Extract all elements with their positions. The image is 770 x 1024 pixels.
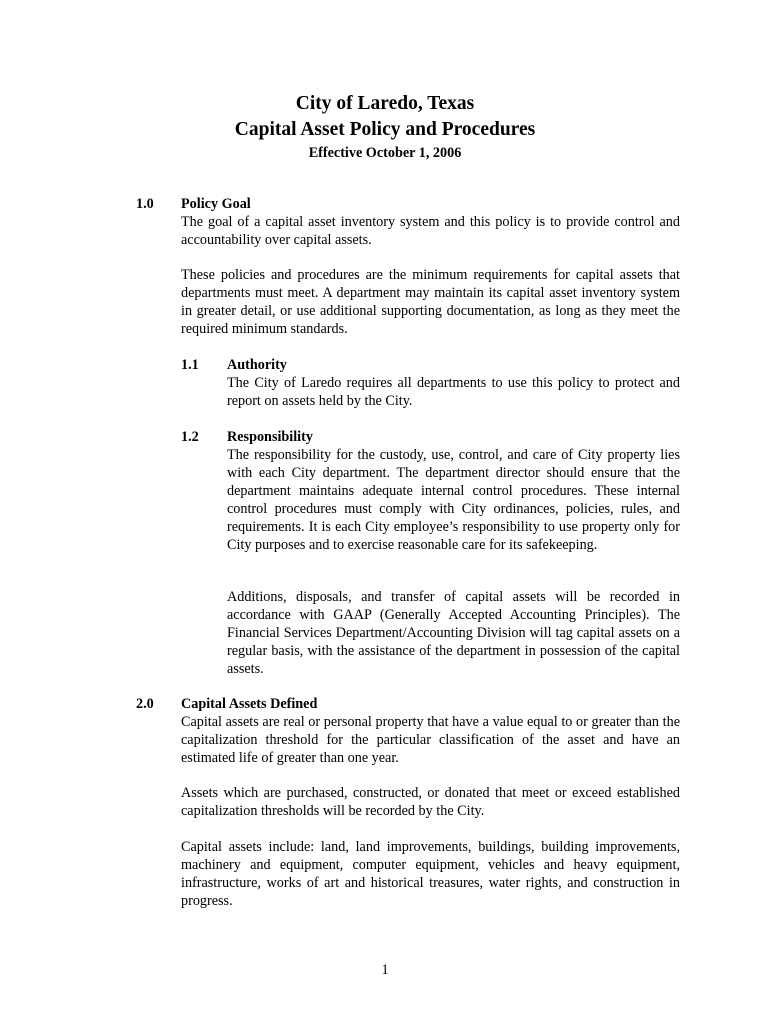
section-number: 1.2 [181, 429, 199, 445]
effective-date: Effective October 1, 2006 [308, 145, 462, 161]
section-heading: Responsibility [227, 429, 313, 445]
section-heading: Policy Goal [181, 196, 251, 212]
paragraph: The City of Laredo requires all departments to use this policy to protect and report on assets held by the City. [227, 375, 680, 409]
section-number: 2.0 [136, 696, 154, 712]
paragraph: The goal of a capital asset inventory system and this policy is to provide control and accountability over capital assets. [181, 214, 680, 248]
document-subtitle: Capital Asset Policy and Procedures [234, 119, 536, 140]
section-capital-assets-defined [181, 695, 680, 767]
paragraph: Capital assets include: land, land improvements, buildings, building improvements, machinery and equipment, computer equipment, vehicles and heavy equipment, infrastructure, works of art and historical treasures, water rights, and construction in progress. [181, 839, 680, 909]
section-authority [227, 356, 680, 410]
page-number: 1 [381, 962, 389, 978]
paragraph: Additions, disposals, and transfer of capital assets will be recorded in accordance with GAAP (Generally Accepted Accounting Principles). The Financial Services Department/Accounting Division will tag capital assets on a regular basis, with the assistance of the department in possession of the capital assets. [227, 589, 680, 677]
paragraph: Capital assets are real or personal property that have a value equal to or greater than the capitalization threshold for the particular classification of the asset and have an estimated life of greater than one year. [181, 714, 680, 766]
section-responsibility [227, 428, 680, 554]
paragraph: Assets which are purchased, constructed, or donated that meet or exceed established capitalization thresholds will be recorded by the City. [181, 785, 680, 819]
document-title: City of Laredo, Texas [295, 93, 475, 114]
section-heading: Capital Assets Defined [181, 696, 318, 712]
paragraph: The responsibility for the custody, use, control, and care of City property lies with each City department. The department director should ensure that the department maintains adequate internal control procedures. These internal control procedures must comply with City ordinances, policies, rules, and requirements. It is each City employee’s responsibility to use property only for City purposes and to exercise reasonable care for its safekeeping. [227, 447, 680, 553]
section-number: 1.1 [181, 357, 199, 373]
section-number: 1.0 [136, 196, 154, 212]
section-heading: Authority [227, 357, 287, 373]
paragraph: These policies and procedures are the minimum requirements for capital assets that departments must meet. A department may maintain its capital asset inventory system in greater detail, or use additional supporting documentation, as long as they meet the required minimum standards. [181, 267, 680, 337]
section-policy-goal [181, 195, 680, 249]
